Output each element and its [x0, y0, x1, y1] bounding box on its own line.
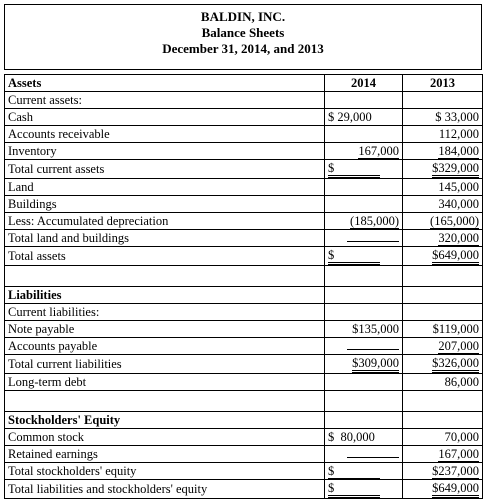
row-label: Less: Accumulated depreciation — [5, 213, 325, 230]
company-name: BALDIN, INC. — [200, 9, 286, 24]
value-text: 184,000 — [438, 144, 479, 158]
cell-2014 — [325, 338, 403, 355]
balance-sheet-table — [4, 74, 483, 499]
row-label: Total stockholders' equity — [5, 463, 325, 480]
cell-2013 — [403, 338, 483, 355]
value-text: $309,000 — [352, 357, 399, 373]
table-row — [5, 429, 483, 446]
row-label: Common stock — [5, 429, 325, 446]
liabilities-heading: Liabilities — [5, 287, 325, 304]
value-text: 207,000 — [438, 339, 479, 353]
row-label: Retained earnings — [5, 446, 325, 463]
cell-2013 — [403, 230, 483, 247]
cell-2013: 340,000 — [403, 196, 483, 213]
balance-sheet-page — [4, 4, 482, 496]
row-label: Total current liabilities — [5, 355, 325, 374]
cell-2014 — [325, 109, 403, 126]
column-header-row — [5, 75, 483, 92]
table-row — [5, 126, 483, 143]
table-row — [5, 304, 483, 321]
row-label: Land — [5, 179, 325, 196]
cell-2013: 112,000 — [403, 126, 483, 143]
table-row — [5, 412, 483, 429]
value-text: $649,000 — [432, 249, 479, 265]
table-row — [5, 480, 483, 499]
row-label: Accounts payable — [5, 338, 325, 355]
value-text: $649,000 — [432, 482, 479, 498]
value-text: (165,000) — [430, 214, 479, 228]
row-label: Total land and buildings — [5, 230, 325, 247]
section-label: Current liabilities: — [5, 304, 325, 321]
table-row — [5, 230, 483, 247]
cell-2014: $ 80,000 — [325, 429, 403, 446]
statement-header — [4, 4, 482, 70]
table-row — [5, 109, 483, 126]
row-label: Accounts receivable — [5, 126, 325, 143]
value-text: 320,000 — [438, 231, 479, 245]
cell-2014: $135,000 — [325, 321, 403, 338]
year-2014-heading: 2014 — [325, 75, 403, 92]
table-row — [5, 160, 483, 179]
cell-2014 — [325, 480, 403, 499]
row-label: Total current assets — [5, 160, 325, 179]
value-text: $326,000 — [432, 357, 479, 373]
table-row — [5, 92, 483, 109]
table-row — [5, 287, 483, 304]
statement-date: December 31, 2014, and 2013 — [162, 41, 324, 56]
spacer-row — [5, 266, 483, 287]
cell-2014 — [325, 143, 403, 160]
cell-2014 — [325, 374, 403, 391]
value-text: (185,000) — [350, 214, 399, 228]
cell-2013 — [403, 446, 483, 463]
cell-2014 — [325, 247, 403, 266]
table-row — [5, 463, 483, 480]
value-text: $ 29,000 — [328, 110, 372, 124]
table-row — [5, 143, 483, 160]
cell-2014 — [325, 196, 403, 213]
assets-heading: Assets — [5, 75, 325, 92]
cell-2014 — [325, 213, 403, 230]
table-row — [5, 321, 483, 338]
cell-2013 — [403, 355, 483, 374]
row-label: Note payable — [5, 321, 325, 338]
row-label: Total liabilities and stockholders' equity — [5, 480, 325, 499]
table-row — [5, 213, 483, 230]
blank-line — [347, 241, 399, 242]
cell-2013 — [403, 143, 483, 160]
row-label: Inventory — [5, 143, 325, 160]
cell-2014 — [325, 463, 403, 480]
table-row — [5, 338, 483, 355]
cell-2014 — [325, 355, 403, 374]
cell-2013: $ 33,000 — [403, 109, 483, 126]
row-label: Total assets — [5, 247, 325, 266]
value-text: $ — [328, 482, 380, 498]
value-text: $329,000 — [432, 162, 479, 178]
cell-2014 — [325, 446, 403, 463]
row-label: Buildings — [5, 196, 325, 213]
table-row — [5, 179, 483, 196]
statement-title: Balance Sheets — [201, 25, 285, 40]
blank-line — [347, 349, 399, 350]
cell-2013 — [403, 160, 483, 179]
table-row — [5, 247, 483, 266]
row-label: Long-term debt — [5, 374, 325, 391]
cell-2014 — [325, 179, 403, 196]
cell-2013: 86,000 — [403, 374, 483, 391]
value-text: $ — [328, 249, 380, 265]
cell-2013 — [403, 480, 483, 499]
value-text: $237,000 — [432, 464, 479, 478]
value-text: 167,000 — [438, 447, 479, 461]
cell-2014 — [325, 230, 403, 247]
table-row — [5, 374, 483, 391]
cell-2013: 70,000 — [403, 429, 483, 446]
blank-line — [347, 457, 399, 458]
value-text: $ — [328, 465, 380, 479]
value-text: $ — [328, 162, 380, 178]
cell-2013 — [403, 247, 483, 266]
cell-2014 — [325, 126, 403, 143]
cell-2014 — [325, 160, 403, 179]
table-row — [5, 196, 483, 213]
year-2013-heading: 2013 — [403, 75, 483, 92]
spacer-row — [5, 391, 483, 412]
equity-heading: Stockholders' Equity — [5, 412, 325, 429]
value-text: 167,000 — [358, 144, 399, 158]
cell-2013 — [403, 213, 483, 230]
cell-2013 — [403, 463, 483, 480]
table-row — [5, 446, 483, 463]
cell-2013: 145,000 — [403, 179, 483, 196]
cell-2013: $119,000 — [403, 321, 483, 338]
section-label: Current assets: — [5, 92, 325, 109]
row-label: Cash — [5, 109, 325, 126]
table-row — [5, 355, 483, 374]
